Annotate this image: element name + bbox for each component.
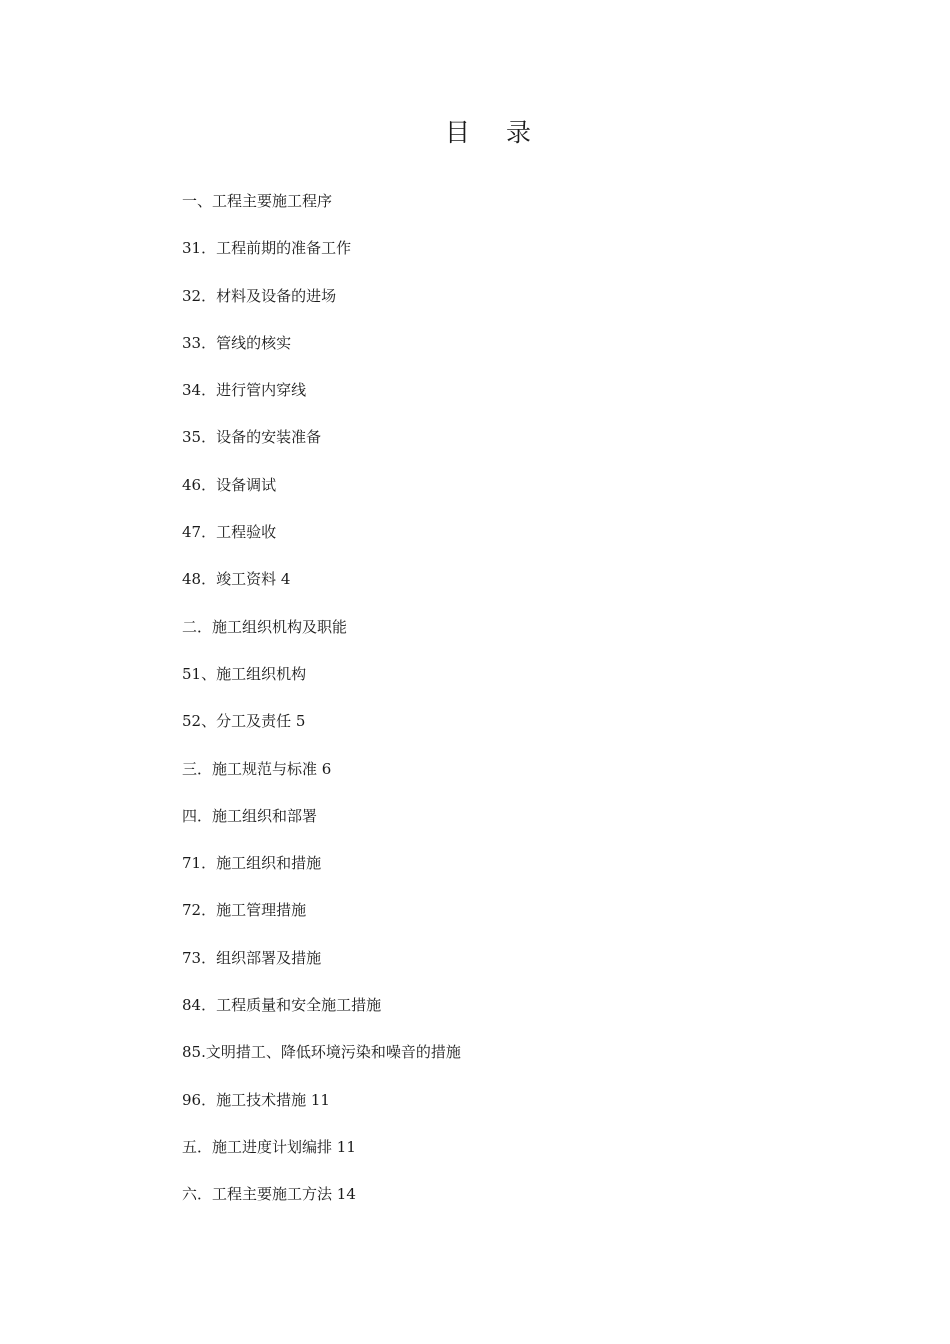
toc-list <box>182 188 461 1229</box>
toc-item: 二．施工组织机构及职能 <box>182 617 348 636</box>
toc-item: 85.文明措工、降低环境污染和噪音的措施 <box>182 1043 461 1062</box>
toc-title: 目 录 <box>445 118 545 147</box>
toc-item: 32．材料及设备的进场 <box>182 286 337 305</box>
toc-item: 84．工程质量和安全施工措施 <box>182 996 382 1015</box>
toc-item: 73．组织部署及措施 <box>182 948 322 967</box>
toc-item: 46．设备调试 <box>182 475 277 494</box>
toc-item: 51、施工组织机构 <box>182 664 307 683</box>
toc-item: 五．施工进度计划编排 11 <box>182 1137 356 1156</box>
toc-item: 52、分工及责任 5 <box>182 712 306 731</box>
toc-item: 47．工程验收 <box>182 523 277 542</box>
toc-item: 33．管线的核实 <box>182 333 292 352</box>
toc-item: 六．工程主要施工方法 14 <box>182 1185 356 1204</box>
toc-item: 71．施工组织和措施 <box>182 854 322 873</box>
toc-item: 一、工程主要施工程序 <box>182 192 333 210</box>
toc-item: 72．施工管理措施 <box>182 901 307 920</box>
toc-item: 48．竣工资料 4 <box>182 570 291 589</box>
toc-item: 35．设备的安装准备 <box>182 428 322 447</box>
toc-item: 三．施工规范与标准 6 <box>182 759 332 778</box>
toc-item: 31．工程前期的准备工作 <box>182 239 352 258</box>
toc-item: 34．进行管内穿线 <box>182 381 307 400</box>
toc-item: 96．施工技术措施 11 <box>182 1090 330 1109</box>
toc-item: 四．施工组织和部署 <box>182 806 318 825</box>
